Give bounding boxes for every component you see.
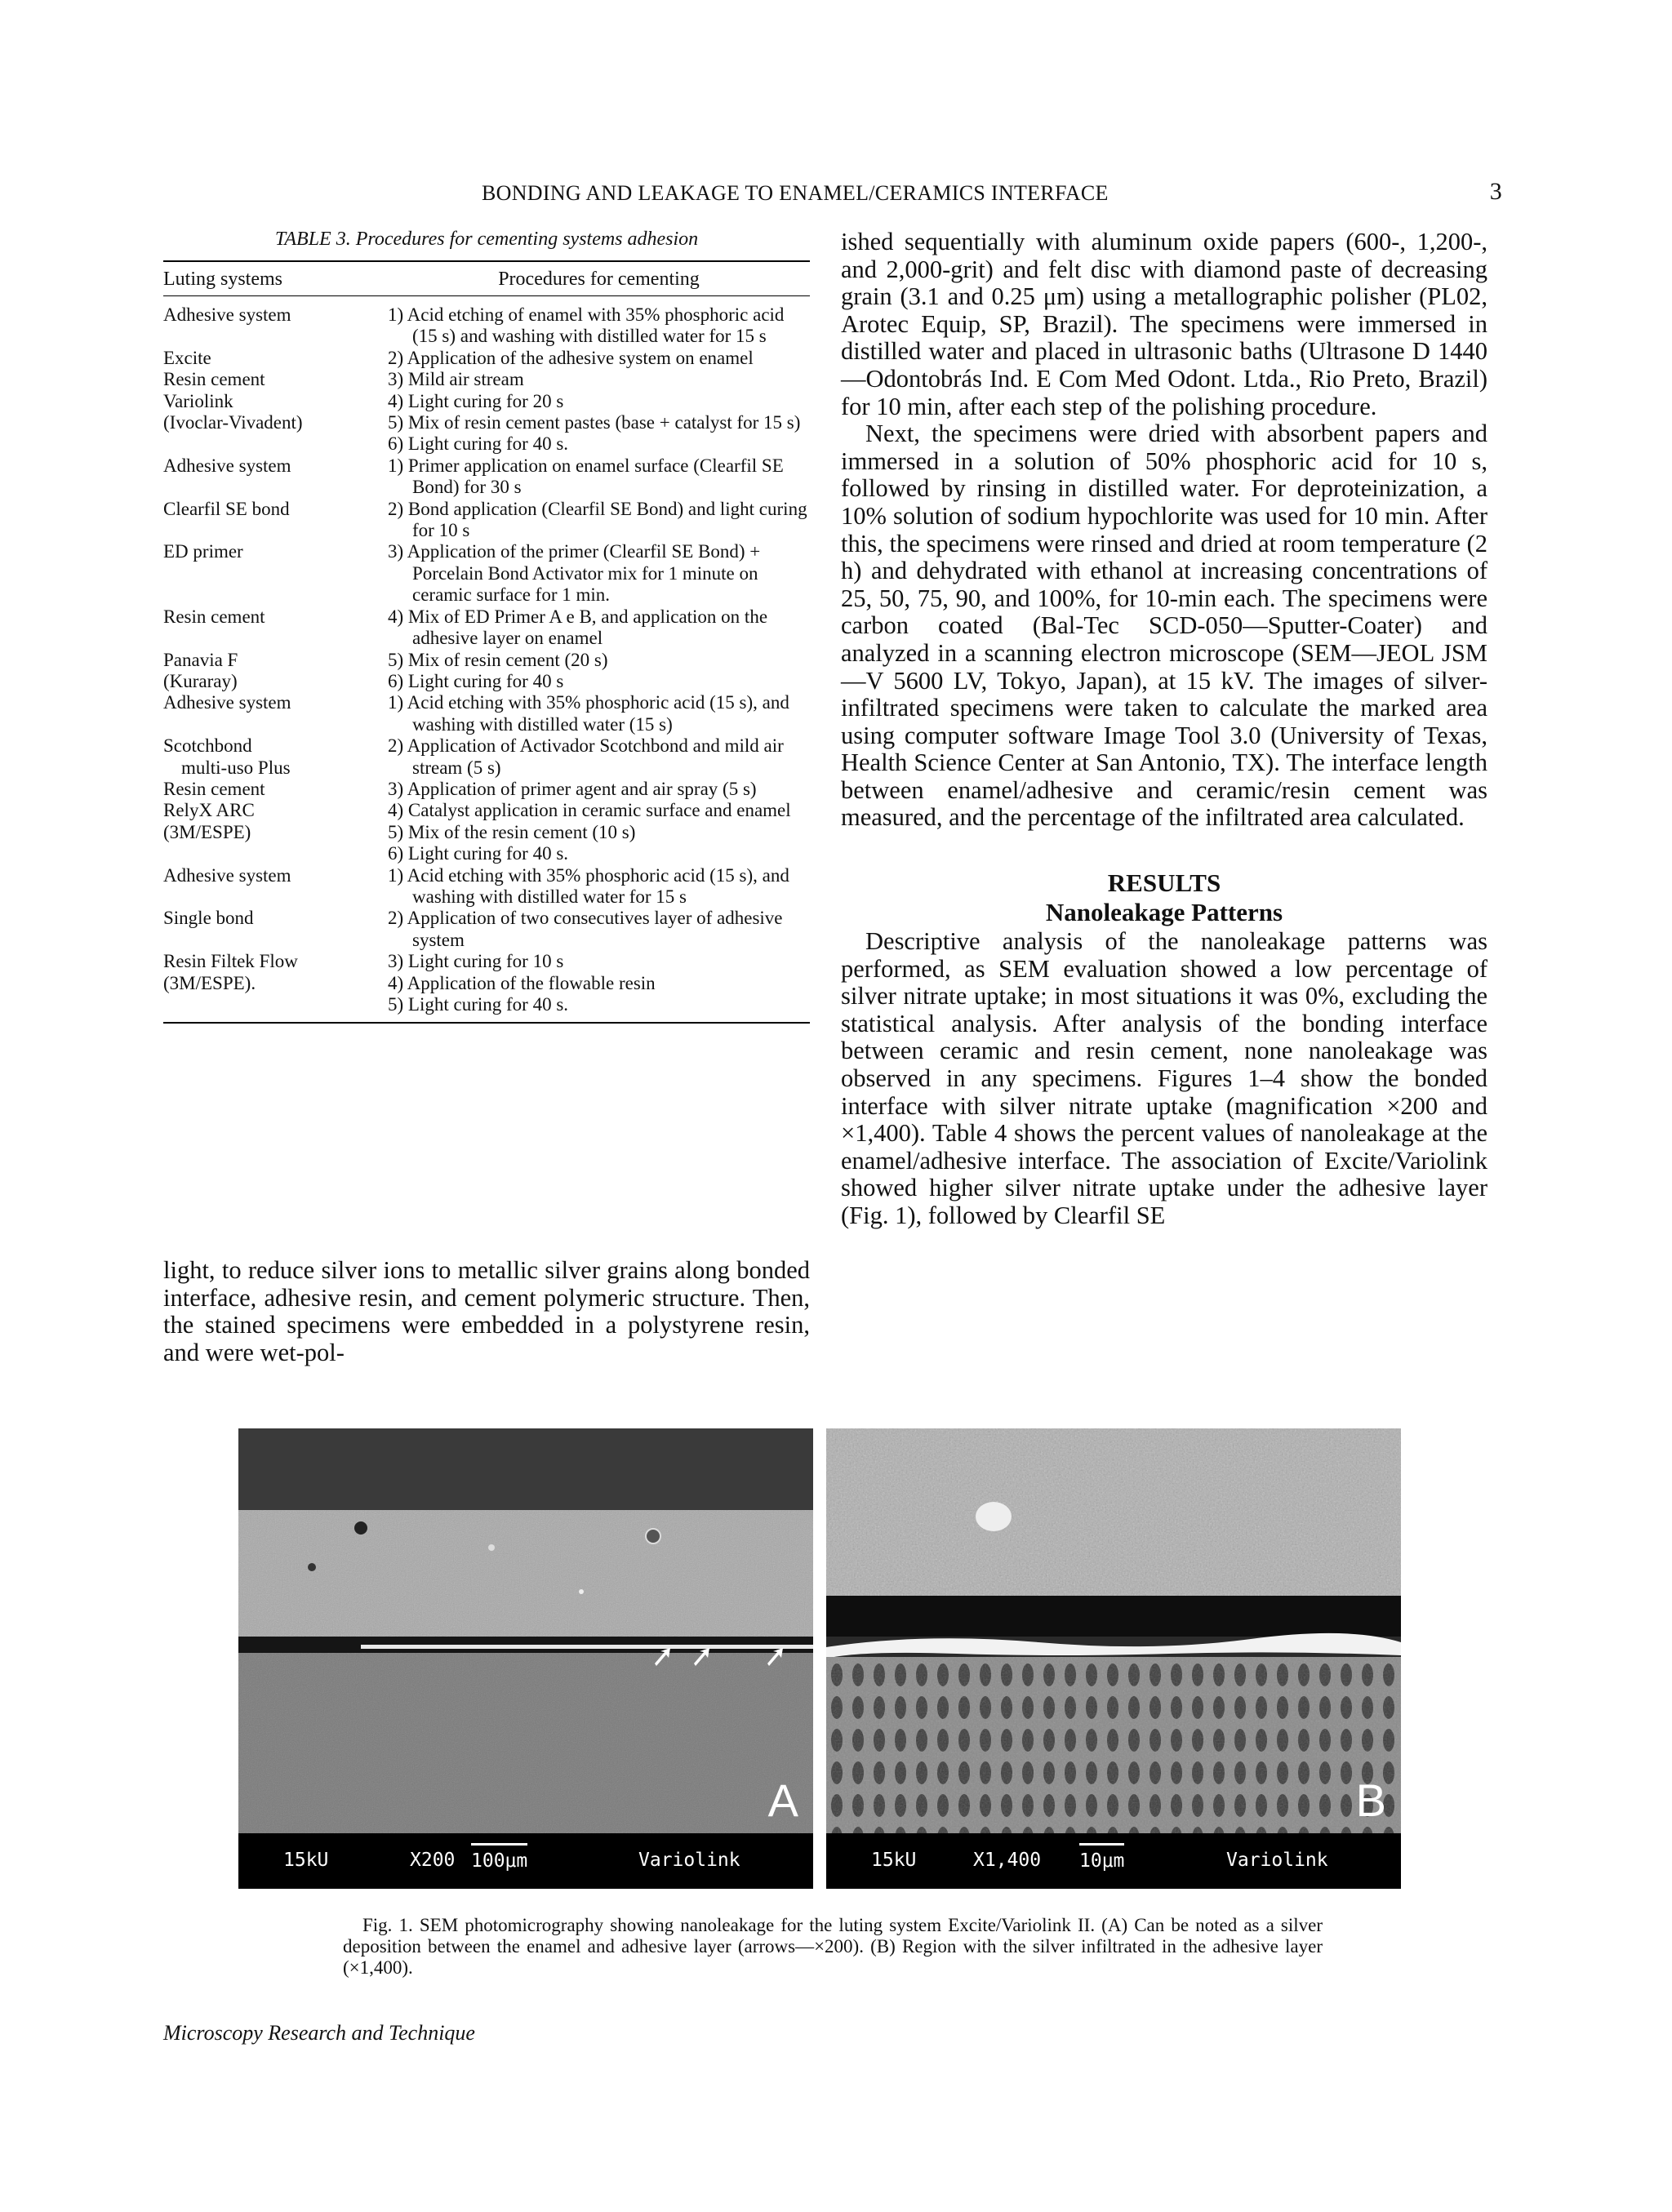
procedure-cell: 1) Acid etching with 35% phosphoric acid (15 s), and washing with distilled water (15 s) bbox=[388, 692, 789, 735]
table-body bbox=[163, 296, 810, 1022]
table-caption: TABLE 3. Procedures for cementing systems adhesion bbox=[274, 229, 699, 250]
panel-letter-b: B bbox=[1355, 1774, 1386, 1826]
panel-letter-a: A bbox=[767, 1774, 798, 1826]
procedure-cell: 3) Light curing for 10 s bbox=[388, 951, 564, 972]
body-paragraph: ished sequentially with aluminum oxide papers (600-, 1,200-, and 2,000-grit) and felt disc with diamond paste of decreasing grain (3.1 and 0.25 μm) using a metallographic polisher (PL02, Arotec Equip, SP, Brazil). The specimens were immersed in distilled water and placed in ultrasonic baths (Ultrasone D 1440—Odontobrás Ind. E Com Med Odont. Ltda., Rio Preto, Brazil) for 10 min, after each step of the polishing procedure. bbox=[841, 228, 1487, 420]
section-heading: RESULTS bbox=[1107, 868, 1221, 898]
luting-system-cell bbox=[163, 843, 388, 864]
procedure-cell: 3) Application of primer agent and air spray (5 s) bbox=[388, 778, 757, 799]
table-row bbox=[163, 973, 810, 994]
table-header-row bbox=[163, 262, 810, 295]
table-row bbox=[163, 692, 810, 735]
luting-system-cell: Resin cement bbox=[163, 369, 265, 390]
luting-system-line: multi-uso Plus bbox=[181, 757, 291, 778]
luting-system-cell bbox=[163, 994, 388, 1015]
scale-bar: 100μm bbox=[471, 1843, 527, 1872]
running-title: BONDING AND LEAKAGE TO ENAMEL/CERAMICS INTERFACE bbox=[482, 181, 1109, 205]
table-3 bbox=[163, 229, 810, 1024]
procedure-cell: 2) Application of the adhesive system on enamel bbox=[388, 347, 754, 368]
table-row bbox=[163, 822, 810, 843]
table-row bbox=[163, 499, 810, 542]
table-row bbox=[163, 735, 810, 779]
table-row bbox=[163, 606, 810, 650]
table-row bbox=[163, 865, 810, 908]
table-row bbox=[163, 455, 810, 499]
scale-bar: 10μm bbox=[1079, 1843, 1124, 1872]
luting-system-cell: Adhesive system bbox=[163, 692, 291, 713]
right-column-text bbox=[841, 229, 1487, 1230]
procedure-cell: 6) Light curing for 40 s. bbox=[388, 433, 569, 455]
luting-system-cell: Adhesive system bbox=[163, 455, 291, 476]
accelerating-voltage: 15kU bbox=[283, 1850, 329, 1871]
sample-label: Variolink bbox=[638, 1850, 740, 1871]
procedure-cell: 6) Light curing for 40 s. bbox=[388, 843, 569, 864]
micrograph-a-image bbox=[238, 1428, 813, 1833]
procedure-cell: 2) Application of two consecutives layer of adhesive system bbox=[388, 908, 783, 950]
luting-system-cell: Clearfil SE bond bbox=[163, 498, 290, 519]
procedure-cell: 3) Application of the primer (Clearfil SE Bond) + Porcelain Bond Activator mix for 1 minute on ceramic surface for 1 min. bbox=[388, 541, 761, 606]
table-row bbox=[163, 671, 810, 692]
magnification: X1,400 bbox=[973, 1850, 1042, 1871]
procedure-cell: 4) Mix of ED Primer A e B, and application on the adhesive layer on enamel bbox=[388, 606, 768, 649]
sem-micrograph-a bbox=[238, 1428, 813, 1889]
procedure-cell: 4) Light curing for 20 s bbox=[388, 390, 564, 411]
left-column-text bbox=[163, 1257, 810, 1366]
procedure-cell: 4) Application of the flowable resin bbox=[388, 972, 656, 993]
procedure-cell: 1) Acid etching with 35% phosphoric acid (15 s), and washing with distilled water for 15 s bbox=[388, 864, 789, 907]
luting-system-cell: (Ivoclar-Vivadent) bbox=[163, 412, 303, 433]
luting-system-cell: (Kuraray) bbox=[163, 670, 238, 691]
table-row bbox=[163, 391, 810, 412]
luting-system-cell: RelyX ARC bbox=[163, 800, 255, 821]
accelerating-voltage: 15kU bbox=[871, 1850, 917, 1871]
procedure-cell: 2) Bond application (Clearfil SE Bond) and light curing for 10 s bbox=[388, 498, 807, 541]
table-row bbox=[163, 541, 810, 606]
table-row bbox=[163, 304, 810, 348]
procedure-cell: 1) Acid etching of enamel with 35% phosphoric acid (15 s) and washing with distilled water for 15 s bbox=[388, 304, 785, 347]
sample-label: Variolink bbox=[1226, 1850, 1328, 1871]
table-row bbox=[163, 843, 810, 864]
table-row bbox=[163, 369, 810, 390]
table-row bbox=[163, 433, 810, 455]
luting-system-cell: Excite bbox=[163, 347, 211, 368]
table-row bbox=[163, 951, 810, 972]
procedure-cell: 2) Application of Activador Scotchbond and mild air stream (5 s) bbox=[388, 735, 784, 778]
micrograph-b-image bbox=[826, 1428, 1401, 1833]
table-row bbox=[163, 779, 810, 800]
procedure-cell: 6) Light curing for 40 s bbox=[388, 670, 564, 691]
luting-system-cell bbox=[163, 433, 388, 455]
table-row bbox=[163, 348, 810, 369]
micrograph-a-databar bbox=[238, 1833, 813, 1889]
luting-system-cell: (3M/ESPE) bbox=[163, 821, 251, 842]
luting-system-cell: Adhesive system bbox=[163, 304, 291, 325]
luting-system-cell: Single bond bbox=[163, 908, 254, 929]
luting-system-cell: (3M/ESPE). bbox=[163, 972, 256, 993]
header-luting-systems: Luting systems bbox=[163, 269, 283, 290]
procedure-cell: 5) Mix of resin cement pastes (base + catalyst for 15 s) bbox=[388, 412, 801, 433]
luting-system-cell: ED primer bbox=[163, 541, 243, 562]
subsection-heading: Nanoleakage Patterns bbox=[1045, 898, 1283, 927]
body-paragraph: Next, the specimens were dried with absorbent papers and immersed in a solution of 50% phosphoric acid for 10 s, followed by rinsing in distilled water. For deproteinization, a 10% solution of sodium hypochlorite was used for 10 min. After this, the specimens were rinsed and dried at room temperature (2 h) and dehydrated with ethanol at increasing concentrations of 25, 50, 75, 90, and 100%, for 10-min each. The specimens were carbon coated (Bal-Tec SCD-050—Sputter-Coater) and analyzed in a scanning electron microscope (SEM—JEOL JSM—V 5600 LV, Tokyo, Japan), at 15 kV. The images of silver-infiltrated specimens were taken to calculate the marked area using computer software Image Tool 3.0 (University of Texas, Health Science Center at San Antonio, TX). The interface length between enamel/adhesive and ceramic/resin cement was measured, and the percentage of the infiltrated area calculated. bbox=[841, 420, 1487, 832]
luting-system-cell: Variolink bbox=[163, 390, 233, 411]
magnification: X200 bbox=[410, 1850, 456, 1871]
table-row bbox=[163, 650, 810, 671]
luting-system-cell: Resin Filtek Flow bbox=[163, 951, 298, 972]
table-row bbox=[163, 412, 810, 433]
micrograph-b-databar bbox=[826, 1833, 1401, 1889]
table-row bbox=[163, 994, 810, 1015]
journal-name: Microscopy Research and Technique bbox=[163, 2021, 475, 2045]
luting-system-cell: Resin cement bbox=[163, 778, 265, 799]
body-paragraph: light, to reduce silver ions to metallic silver grains along bonded interface, adhesive resin, and cement polymeric structure. Then, the stained specimens were embedded in a polystyrene resin, and were wet-pol- bbox=[163, 1256, 810, 1366]
procedure-cell: 1) Primer application on enamel surface (Clearfil SE Bond) for 30 s bbox=[388, 455, 784, 498]
table-row bbox=[163, 908, 810, 951]
luting-system-cell: Resin cement bbox=[163, 606, 265, 627]
table-row bbox=[163, 800, 810, 821]
procedure-cell: 5) Mix of the resin cement (10 s) bbox=[388, 821, 636, 842]
figure-caption: Fig. 1. SEM photomicrography showing nanoleakage for the luting system Excite/Variolink II. (A) Can be noted as a silver deposition between the enamel and adhesive layer (arrows—×200). (B) Region with the silver infiltrated in the adhesive layer (×1,400). bbox=[343, 1915, 1323, 1978]
table-bottom-rule bbox=[163, 1022, 810, 1024]
page-number: 3 bbox=[1489, 178, 1502, 205]
procedure-cell: 4) Catalyst application in ceramic surface and enamel bbox=[388, 800, 791, 821]
luting-system-line: Scotchbond bbox=[163, 735, 252, 757]
header-procedures: Procedures for cementing bbox=[498, 269, 700, 290]
luting-system-cell bbox=[163, 735, 388, 779]
procedure-cell: 3) Mild air stream bbox=[388, 369, 524, 390]
luting-system-cell: Adhesive system bbox=[163, 864, 291, 886]
procedure-cell: 5) Mix of resin cement (20 s) bbox=[388, 649, 608, 670]
body-paragraph: Descriptive analysis of the nanoleakage patterns was performed, as SEM evaluation showed a low percentage of silver nitrate uptake; in most situations it was 0%, excluding the statistical analysis. After analysis of the bonding interface between ceramic and resin cement, none nanoleakage was observed in any specimens. Figures 1–4 show the bonded interface with silver nitrate uptake (magnification ×200 and ×1,400). Table 4 shows the percent values of nanoleakage at the enamel/adhesive interface. The association of Excite/Variolink showed higher silver nitrate uptake under the adhesive layer (Fig. 1), followed by Clearfil SE bbox=[841, 927, 1487, 1229]
luting-system-cell: Panavia F bbox=[163, 649, 238, 670]
procedure-cell: 5) Light curing for 40 s. bbox=[388, 994, 569, 1015]
sem-micrograph-b bbox=[826, 1428, 1401, 1889]
